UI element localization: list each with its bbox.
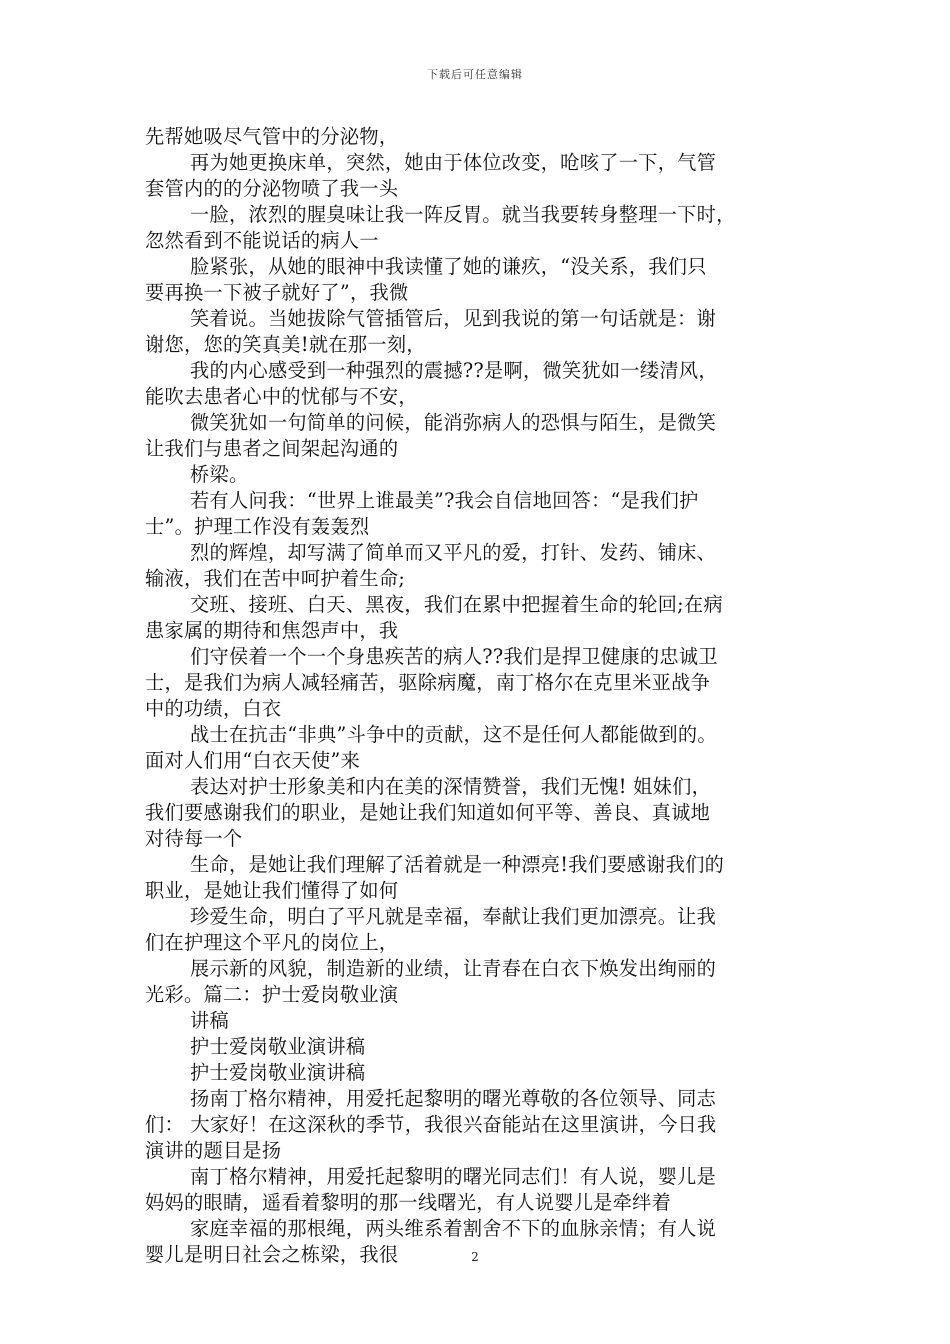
text-line: 展示新的风貌，制造新的业绩，让青春在白衣下焕发出绚丽的: [190, 957, 717, 980]
page-header: 下载后可任意编辑: [427, 68, 523, 81]
text-line: 士，是我们为病人减轻痛苦，驱除病魔，南丁格尔在克里米亚战争: [145, 671, 711, 694]
text-line: 讲稿: [190, 1009, 229, 1032]
text-line: 光彩。篇二：护士爱岗敬业演: [145, 983, 399, 1006]
text-line: 脸紧张，从她的眼神中我读懂了她的谦疚，“没关系，我们只: [190, 255, 707, 278]
text-line: 家庭幸福的那根绳，两头维系着割舍不下的血脉亲情；有人说: [190, 1217, 717, 1240]
text-line: 我的内心感受到一种强烈的震撼??是啊，微笑犹如一缕清风，: [190, 359, 718, 382]
text-line: 一脸，浓烈的腥臭味让我一阵反胃。就当我要转身整理一下时，: [190, 203, 736, 226]
text-line: 表达对护士形象美和内在美的深情赞誉，我们无愧! 姐妹们，: [190, 775, 712, 798]
text-line: 微笑犹如一句简单的问候，能消弥病人的恐惧与陌生，是微笑: [190, 411, 717, 434]
text-line: 职业，是她让我们懂得了如何: [145, 879, 399, 902]
text-line: 士”。护理工作没有轰轰烈: [145, 515, 370, 538]
text-line: 要再换一下被子就好了”，我微: [145, 281, 409, 304]
text-line: 们守侯着一个一个身患疾苦的病人??我们是捍卫健康的忠诚卫: [190, 645, 718, 668]
text-line: 中的功绩，白衣: [145, 697, 282, 720]
text-line: 烈的辉煌，却写满了简单而又平凡的爱，打针、发药、铺床、: [190, 541, 717, 564]
text-line: 谢您，您的笑真美!就在那一刻，: [145, 333, 426, 356]
text-line: 珍爱生命，明白了平凡就是幸福，奉献让我们更加漂亮。让我: [190, 905, 717, 928]
text-line: 让我们与患者之间架起沟通的: [145, 437, 399, 460]
text-line: 妈妈的眼睛，遥看着黎明的那一线曙光，有人说婴儿是牵绊着: [145, 1191, 672, 1214]
text-line: 演讲的题目是扬: [145, 1139, 282, 1162]
text-line: 婴儿是明日社会之栋梁，我很: [145, 1243, 399, 1266]
document-body: [145, 124, 810, 1268]
text-line: 南丁格尔精神，用爱托起黎明的曙光同志们！有人说，婴儿是: [190, 1165, 717, 1188]
text-line: 笑着说。当她拔除气管插管后，见到我说的第一句话就是：谢: [190, 307, 717, 330]
text-line: 扬南丁格尔精神，用爱托起黎明的曙光尊敬的各位领导、同志: [190, 1087, 717, 1110]
text-line: 们在护理这个平凡的岗位上，: [145, 931, 399, 954]
text-line: 能吹去患者心中的忧郁与不安，: [145, 385, 418, 408]
text-line: 再为她更换床单，突然，她由于体位改变，呛咳了一下，气管: [190, 151, 717, 174]
text-line: 先帮她吸尽气管中的分泌物，: [145, 125, 399, 148]
text-line: 交班、接班、白天、黑夜，我们在累中把握着生命的轮回;在病: [190, 593, 723, 616]
text-line: 套管内的的分泌物喷了我一头: [145, 177, 399, 200]
text-line: 桥梁。: [190, 463, 249, 486]
text-line: 战士在抗击“非典”斗争中的贡献，这不是任何人都能做到的。: [190, 723, 717, 746]
text-line: 若有人问我：“世界上谁最美”?我会自信地回答：“是我们护: [190, 489, 699, 512]
text-line: 我们要感谢我们的职业，是她让我们知道如何平等、善良、真诚地: [145, 801, 711, 824]
text-line: 忽然看到不能说话的病人一: [145, 229, 379, 252]
text-line: 生命，是她让我们理解了活着就是一种漂亮!我们要感谢我们的: [190, 853, 725, 876]
text-line: 们： 大家好！在这深秋的季节，我很兴奋能站在这里演讲，今日我: [145, 1113, 717, 1136]
text-line: 面对人们用“白衣天使”来: [145, 749, 361, 772]
page-number: 2: [471, 1250, 479, 1264]
text-line: 输液，我们在苦中呵护着生命;: [145, 567, 406, 590]
text-line: 护士爱岗敬业演讲稿: [190, 1035, 366, 1058]
text-line: 患家属的期待和焦怨声中，我: [145, 619, 399, 642]
text-line: 护士爱岗敬业演讲稿: [190, 1061, 366, 1084]
text-line: 对待每一个: [145, 827, 243, 850]
